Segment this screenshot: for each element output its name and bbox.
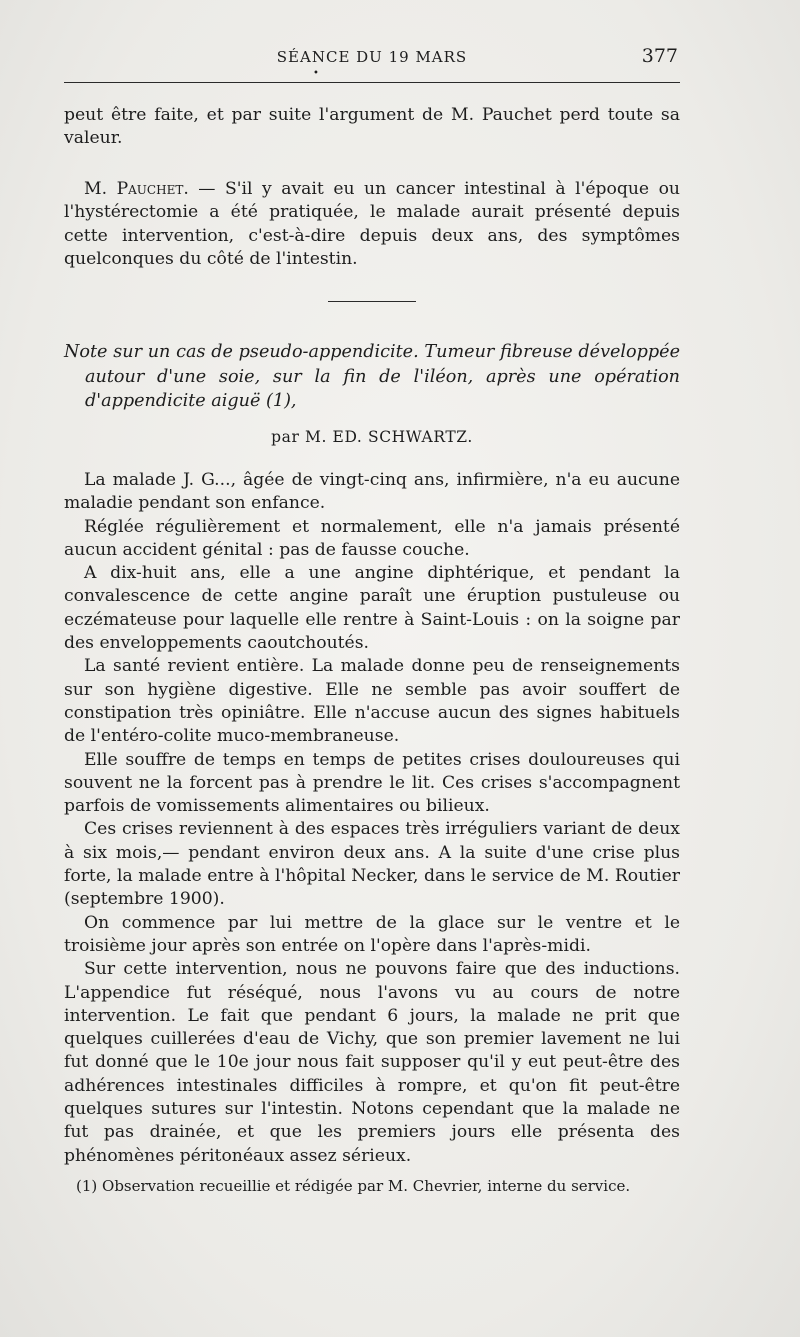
reply-text: . — S'il y avait eu un cancer intestinal à l'époque ou l'hystérectomie a été pratiquée, le malade aurait présenté depuis cette intervention, c'est-à-dire depuis deux ans, des symptômes quelconques du côté de l'intestin. — [64, 179, 681, 269]
body-paragraph-4: La santé revient entière. La malade donne peu de renseignements sur son hygiène digestive. Elle ne semble pas avoir souffert de constipation très opiniâtre. Elle n'accuse aucun des signes habituels de l'entéro-colite muco-membraneuse. — [64, 656, 680, 747]
article-author: par M. ED. SCHWARTZ. — [271, 428, 473, 446]
header-rule — [64, 82, 680, 83]
continuation-paragraph — [64, 104, 680, 151]
article-title: Note sur un cas de pseudo-appendicite. Tumeur fibreuse développée autour d'une soie, sur la fin de l'iléon, après une opération d'appendicite aiguë (1), — [64, 342, 680, 411]
body-paragraph-3: A dix-huit ans, elle a une angine diphtérique, et pendant la convalescence de cette angine paraît une éruption pustuleuse ou eczémateuse pour laquelle elle rentre à Saint-Louis : on la soigne par des enveloppements caoutchoutés. — [64, 563, 680, 654]
speaker-prefix: M. — [84, 179, 117, 199]
running-head — [64, 44, 680, 74]
continuation-text: peut être faite, et par suite l'argument de M. Pauchet perd toute sa valeur. — [64, 105, 680, 149]
body-paragraph-5: Elle souffre de temps en temps de petites crises douloureuses qui souvent ne la forcent pas à prendre le lit. Ces crises s'accompagnent parfois de vomissements alimentaires ou bilieux. — [64, 749, 680, 817]
speaker-name: Pauchet — [116, 179, 184, 199]
body-paragraph-8: Sur cette intervention, nous ne pouvons faire que des inductions. L'appendice fut réséqué, nous l'avons vu au cours de notre intervention. Le fait que pendant 6 jours, la malade ne prit que quelques cuillerées d'eau de Vichy, que son premier lavement ne lui fut donné que le 10e jour nous fait supposer qu'il y eut peut-être des adhérences intestinales difficiles à rompre, et qu'on fit peut-être quelques sutures sur l'intestin. Notons cependant que la malade ne fut pas drainée, et que les premiers jours elle présenta des phénomènes péritonéaux assez sérieux. — [64, 959, 680, 1166]
running-title: SÉANCE DU 19 MARS — [276, 48, 468, 66]
header-ornament-dot: • — [313, 68, 319, 79]
body-paragraph-7: On commence par lui mettre de la glace sur le ventre et le troisième jour après son entrée on l'opère dans l'après-midi. — [64, 912, 680, 956]
article-body — [64, 469, 680, 1168]
body-paragraph-1: La malade J. G..., âgée de vingt-cinq ans, infirmière, n'a eu aucune maladie pendant son enfance. — [64, 470, 680, 514]
article-title-block — [64, 340, 680, 414]
body-paragraph-2: Réglée régulièrement et normalement, elle n'a jamais présenté aucun accident génital : pas de fausse couche. — [64, 516, 680, 560]
footnote: (1) Observation recueillie et rédigée par M. Chevrier, interne du service. — [76, 1177, 631, 1195]
speaker-reply — [64, 178, 680, 271]
section-divider — [328, 301, 416, 302]
reply-paragraph — [64, 178, 680, 271]
body-paragraph-6: Ces crises reviennent à des espaces très irréguliers variant de deux à six mois,— pendant environ deux ans. A la suite d'une crise plus forte, la malade entre à l'hôpital Necker, dans le service de M. Routier (septembre 1900). — [64, 819, 680, 910]
page-number: 377 — [641, 45, 678, 67]
